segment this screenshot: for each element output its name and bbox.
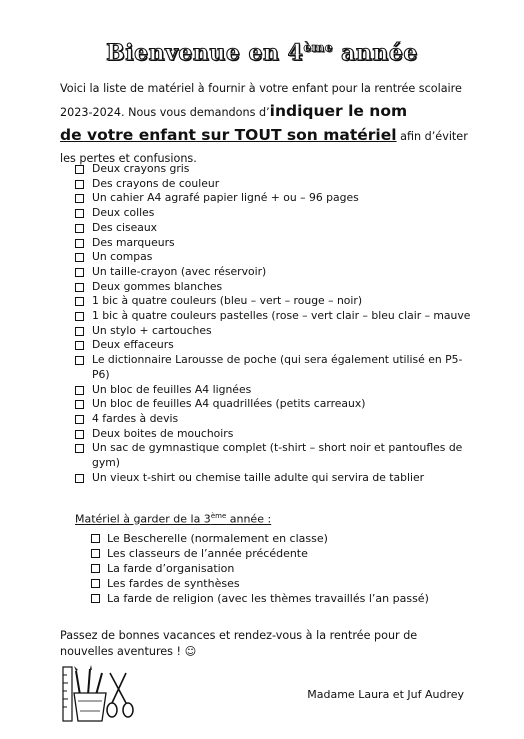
list-item: Deux effaceurs [75,338,480,353]
checkbox-icon [75,474,84,483]
checkbox-icon [75,209,84,218]
keep-section-heading: Matériel à garder de la 3ème année : [75,512,272,526]
checkbox-icon [75,327,84,336]
list-item: Le dictionnaire Larousse de poche (qui sera également utilisé en P5-P6) [75,353,480,382]
list-item: Un compas [75,250,480,265]
list-item: Des crayons de couleur [75,177,480,192]
checkbox-icon [75,341,84,350]
list-item: Les fardes de synthèses [91,576,481,591]
checkbox-icon [75,165,84,174]
list-item: Un cahier A4 agrafé papier ligné + ou – 96 pages [75,191,480,206]
list-item: Un taille-crayon (avec réservoir) [75,265,480,280]
list-item: Des marqueurs [75,236,480,251]
checkbox-icon [75,253,84,262]
checkbox-icon [75,297,84,306]
list-item: Le Bescherelle (normalement en classe) [91,531,481,546]
checkbox-icon [75,415,84,424]
smiley-icon: ☺ [184,645,197,658]
checkbox-icon [91,549,100,558]
name-instruction-highlight: indiquer le nom [269,102,408,120]
list-item: La farde d’organisation [91,561,481,576]
checkbox-icon [75,239,84,248]
signature: Madame Laura et Juf Audrey [307,688,464,701]
checkbox-icon [75,194,84,203]
checkbox-icon [75,400,84,409]
keep-list [91,531,481,606]
page-title: Bienvenue en 4ème année [106,40,418,66]
list-item: Deux crayons gris [75,162,480,177]
name-instruction-underlined: de votre enfant sur TOUT son matériel [60,126,397,144]
intro-paragraph: Voici la liste de matériel à fournir à votre enfant pour la rentrée scolaire 2023-2024. Nous vous demandons d’indiquer le nom de votre enfant sur TOUT son matériel afin d’éviter les pertes et confusions. [60,82,468,165]
supply-list [75,162,480,485]
checkbox-icon [75,430,84,439]
list-item: Un stylo + cartouches [75,324,480,339]
checkbox-icon [75,386,84,395]
list-item: Des ciseaux [75,221,480,236]
checkbox-icon [91,534,100,543]
checkbox-icon [91,579,100,588]
checkbox-icon [75,283,84,292]
list-item: Un bloc de feuilles A4 lignées [75,383,480,398]
checkbox-icon [75,356,84,365]
checkbox-icon [91,594,100,603]
school-supplies-icon [60,665,140,723]
checkbox-icon [91,564,100,573]
list-item: La farde de religion (avec les thèmes travaillés l’an passé) [91,591,481,606]
list-item: 1 bic à quatre couleurs (bleu – vert – rouge – noir) [75,294,480,309]
checkbox-icon [75,268,84,277]
checkbox-icon [75,180,84,189]
list-item: Les classeurs de l’année précédente [91,546,481,561]
list-item: 1 bic à quatre couleurs pastelles (rose – vert clair – bleu clair – mauve [75,309,480,324]
checkbox-icon [75,444,84,453]
list-item: Un vieux t-shirt ou chemise taille adulte qui servira de tablier [75,471,480,486]
list-item: Deux gommes blanches [75,280,480,295]
checkbox-icon [75,312,84,321]
list-item: Un sac de gymnastique complet (t-shirt – short noir et pantoufles de gym) [75,441,480,470]
list-item: Un bloc de feuilles A4 quadrillées (petits carreaux) [75,397,480,412]
list-item: Deux colles [75,206,480,221]
list-item: Deux boites de mouchoirs [75,427,480,442]
list-item: 4 fardes à devis [75,412,480,427]
checkbox-icon [75,224,84,233]
closing-message: Passez de bonnes vacances et rendez-vous à la rentrée pour de nouvelles aventures ! ☺ [60,629,418,658]
